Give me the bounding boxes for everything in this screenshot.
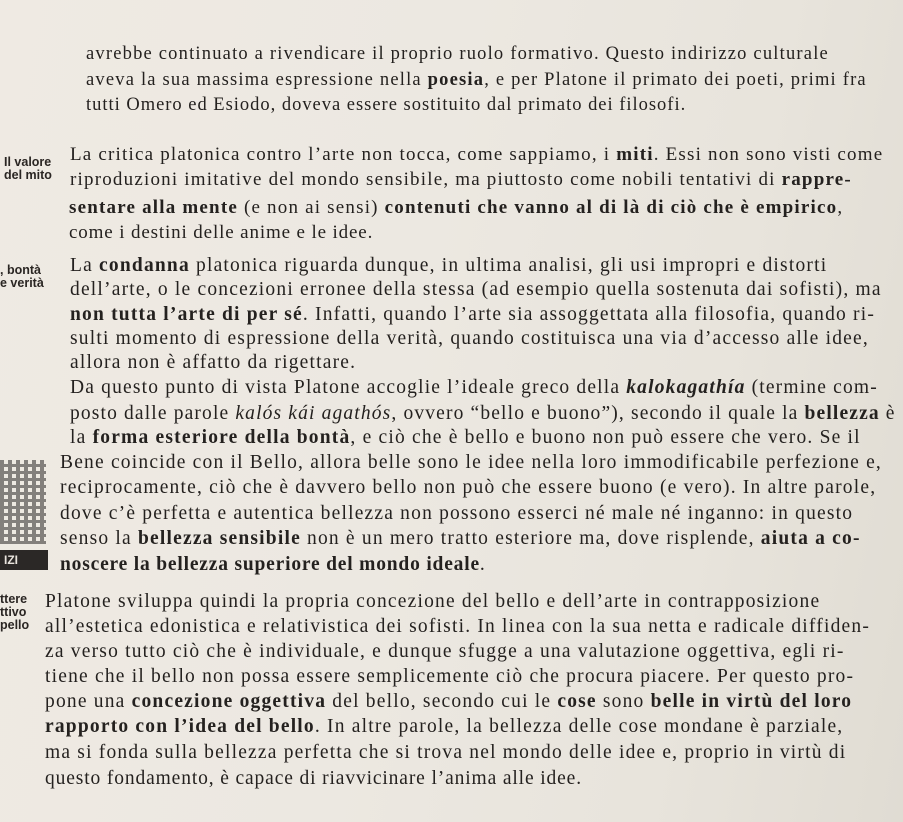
text-run: , ovvero “bello e buono”), secondo il quale la — [391, 403, 805, 424]
text-run: ma si fonda sulla bellezza perfetta che si trova nel mondo delle idee e, proprio in virtù di — [45, 742, 847, 763]
qr-code-icon[interactable] — [0, 460, 46, 544]
margin-note-valore-mito — [4, 156, 52, 182]
text-run: platonica riguarda dunque, in ultima analisi, gli usi impropri e distorti — [189, 255, 828, 276]
margin-note-line: ttivo — [0, 605, 27, 619]
text-run: (e non ai sensi) — [238, 197, 385, 218]
bold-phrase: bellezza — [804, 403, 880, 424]
text-run: , — [837, 197, 844, 218]
bold-phrase: aiuta a co- — [760, 528, 861, 549]
text-run: za verso tutto ciò che è individuale, e dunque sfugge a una valutazione oggettiva, egli ri- — [45, 641, 845, 662]
text-line — [45, 590, 820, 614]
margin-note-line: pello — [0, 618, 30, 632]
text-run: La — [70, 255, 100, 276]
text-run: avrebbe continuato a rivendicare il proprio ruolo formativo. Questo indirizzo culturale — [86, 44, 829, 64]
text-run: , e ciò che è bello e buono non può essere che vero. Se il — [350, 427, 861, 448]
margin-note-line: del mito — [4, 168, 52, 182]
text-line — [45, 715, 843, 739]
text-line — [70, 254, 827, 278]
margin-note-line: , bontà — [0, 263, 41, 277]
text-run: . Infatti, quando l’arte sia assoggettata alla filosofia, quando ri- — [302, 304, 876, 325]
text-line — [69, 196, 843, 220]
text-line — [60, 553, 486, 577]
text-line — [70, 426, 861, 450]
text-line — [86, 68, 867, 92]
text-run: sono — [596, 691, 651, 712]
text-run: tiene che il bello non possa essere semplicemente ciò che procura piacere. Per questo pro- — [45, 666, 855, 687]
text-run: . — [479, 554, 486, 575]
margin-note-bonta-verita — [0, 264, 44, 290]
text-run: senso la — [60, 528, 138, 549]
text-line — [70, 143, 883, 167]
text-run: non è un mero tratto esteriore ma, dove risplende, — [300, 528, 761, 549]
bold-phrase: concezione oggettiva — [131, 691, 327, 712]
text-run: sulti momento di espressione della verità, quando costituisca una via d’accesso alle idee, — [70, 328, 869, 349]
text-run: aveva la sua massima espressione nella — [86, 70, 428, 90]
bold-phrase: rappre- — [781, 169, 852, 190]
italic-phrase: kalós kái agathós — [235, 403, 392, 424]
bold-phrase: condanna — [99, 255, 190, 276]
text-line — [45, 690, 852, 714]
bold-phrase: cose — [557, 691, 597, 712]
text-line — [70, 327, 869, 351]
text-line — [70, 402, 896, 426]
text-run: del bello, secondo cui le — [326, 691, 558, 712]
text-line — [60, 527, 861, 551]
text-run: pone una — [45, 691, 132, 712]
text-run: La critica platonica contro l’arte non tocca, come sappiamo, i — [70, 144, 617, 165]
bold-phrase: poesia — [427, 70, 485, 90]
bold-phrase: contenuti che vanno al di là di ciò che è empirico — [384, 197, 838, 218]
bold-phrase: noscere la bellezza superiore del mondo ideale — [60, 554, 480, 575]
text-line — [70, 376, 878, 400]
text-run: all’estetica edonistica e relativistica dei sofisti. In linea con la sua netta e radicale diffiden- — [45, 616, 871, 637]
bold-phrase: bellezza sensibile — [137, 528, 301, 549]
text-run: . Essi non sono visti come — [653, 144, 884, 165]
text-line — [45, 741, 846, 765]
margin-note-line: Il valore — [4, 155, 52, 169]
text-line — [60, 502, 853, 526]
text-run: dove c’è perfetta e autentica bellezza non possono esserci né male né inganno: in questo — [60, 503, 854, 524]
text-run: dell’arte, o le concezioni erronee della stessa (ad esempio quella sostenuta dai sofisti), ma — [70, 279, 882, 300]
text-line — [70, 303, 875, 327]
margin-note-line: e verità — [0, 276, 44, 290]
text-line — [70, 351, 356, 375]
text-run: posto dalle parole — [70, 403, 236, 424]
text-line — [45, 665, 854, 689]
margin-note-line: ttere — [0, 592, 28, 606]
text-run: come i destini delle anime e le idee. — [69, 222, 374, 243]
text-run: riproduzioni imitative del mondo sensibile, ma piuttosto come nobili tentativi di — [70, 169, 782, 190]
text-line — [60, 476, 876, 500]
text-run: reciprocamente, ciò che è davvero bello non può che essere buono (e vero). In altre parole, — [60, 477, 877, 498]
qr-label: IZI — [0, 550, 48, 570]
text-line — [69, 221, 373, 245]
text-line — [86, 93, 686, 117]
text-run: questo fondamento, è capace di riavvicinare l’anima alle idee. — [45, 768, 582, 789]
bold-phrase: sentare alla mente — [69, 197, 238, 218]
text-run: allora non è affatto da rigettare. — [70, 352, 357, 373]
text-run: , e per Platone il primato dei poeti, primi fra — [484, 70, 867, 90]
margin-note-oggettivo-bello — [0, 593, 29, 632]
text-run: Platone sviluppa quindi la propria concezione del bello e dell’arte in contrapposizione — [45, 591, 821, 612]
text-line — [45, 615, 870, 639]
bold-phrase: belle in virtù del loro — [650, 691, 853, 712]
text-run: tutti Omero ed Esiodo, doveva essere sostituito dal primato dei filosofi. — [86, 95, 687, 115]
text-line — [60, 451, 882, 475]
text-run: la — [70, 427, 93, 448]
text-line — [86, 42, 829, 66]
text-run: (termine com- — [745, 377, 878, 398]
text-line — [45, 640, 845, 664]
text-line — [70, 278, 882, 302]
bold-phrase: rapporto con l’idea del bello — [45, 716, 315, 737]
bold-phrase: kalokagathía — [626, 377, 746, 398]
text-run: è — [879, 403, 896, 424]
text-run: . In altre parole, la bellezza delle cose mondane è parziale, — [314, 716, 844, 737]
text-run: Da questo punto di vista Platone accoglie l’ideale greco della — [70, 377, 627, 398]
bold-phrase: forma esteriore della bontà — [92, 427, 351, 448]
text-run: Bene coincide con il Bello, allora belle sono le idee nella loro immodificabile perfezione e, — [60, 452, 882, 473]
text-line — [45, 767, 582, 791]
bold-phrase: non tutta l’arte di per sé — [70, 304, 303, 325]
bold-phrase: miti — [616, 144, 654, 165]
text-line — [70, 168, 852, 192]
